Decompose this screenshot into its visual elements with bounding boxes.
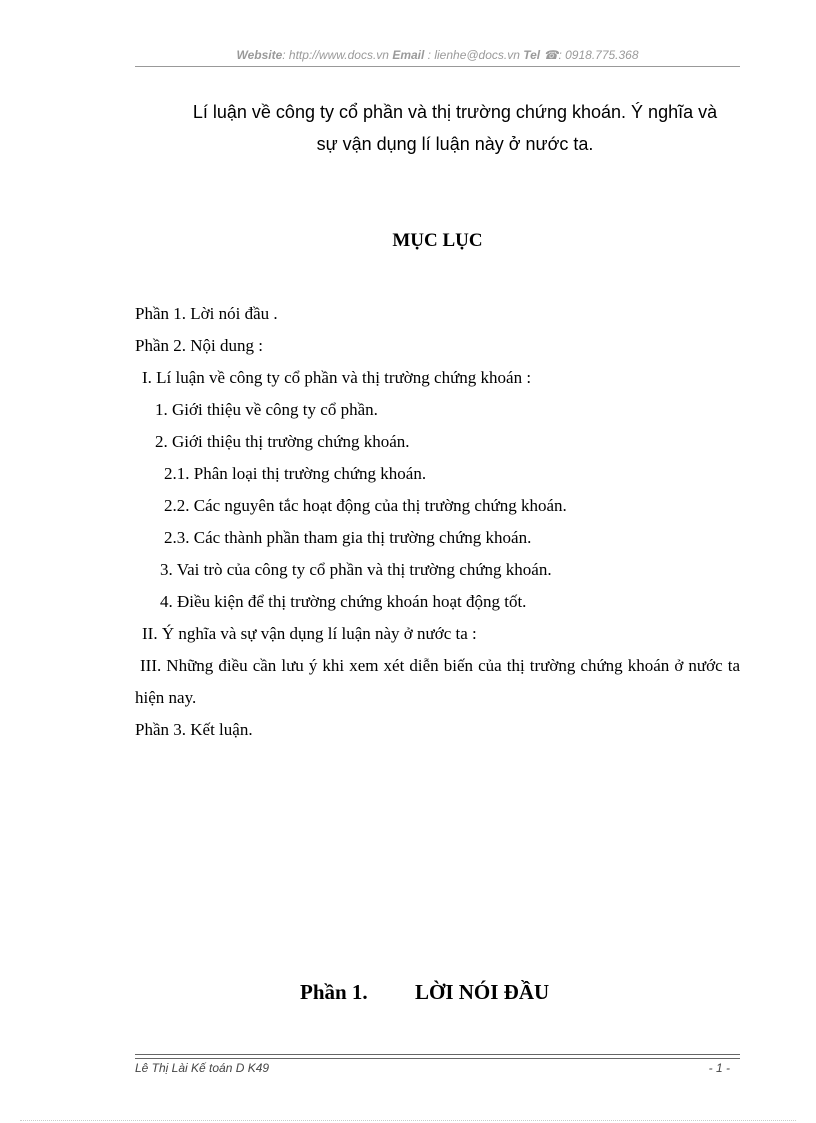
page-header — [135, 48, 740, 62]
toc-item: 1. Giới thiệu về công ty cổ phần. — [155, 400, 378, 419]
section-title: LỜI NÓI ĐẦU — [415, 980, 550, 1004]
toc-item: Phần 1. Lời nói đầu . — [135, 304, 278, 323]
toc-item: 2. Giới thiệu thị trường chứng khoán. — [155, 432, 410, 451]
tel-label: Tel — [523, 48, 541, 62]
toc-item: Phần 2. Nội dung : — [135, 336, 263, 355]
toc-item: 4. Điều kiện để thị trường chứng khoán hoạt động tốt. — [160, 592, 527, 611]
toc-item: III. Những điều cần lưu ý khi xem xét diễn biến của thị trường chứng khoán ở nước ta hiện nay. — [135, 656, 740, 707]
tel-value: : 0918.775.368 — [558, 48, 639, 62]
toc-item: 3. Vai trò của công ty cổ phần và thị trường chứng khoán. — [160, 560, 552, 579]
document-title-line-2: sự vận dụng lí luận này ở nước ta. — [316, 134, 594, 154]
section-heading — [300, 980, 740, 1005]
website-value[interactable]: : http://www.docs.vn — [282, 48, 389, 62]
page-number: - 1 - — [708, 1061, 730, 1075]
page-footer — [135, 1061, 740, 1075]
phone-icon: ☎ — [543, 48, 559, 62]
table-of-contents — [135, 298, 740, 746]
website-label: Website — [236, 48, 283, 62]
footer-author: Lê Thị Lài Kế toán D K49 — [135, 1061, 270, 1075]
section-number: Phần 1. — [300, 980, 368, 1004]
footer-divider — [135, 1054, 740, 1059]
toc-item: 2.1. Phân loại thị trường chứng khoán. — [164, 464, 427, 483]
email-value[interactable]: : lienhe@docs.vn — [427, 48, 520, 62]
page-edge — [20, 1120, 796, 1121]
email-label: Email — [392, 48, 425, 62]
header-divider — [135, 66, 740, 67]
document-title — [160, 96, 750, 160]
toc-item: I. Lí luận về công ty cổ phần và thị trường chứng khoán : — [142, 368, 532, 387]
toc-item: 2.3. Các thành phần tham gia thị trường chứng khoán. — [164, 528, 532, 547]
toc-item: II. Ý nghĩa và sự vận dụng lí luận này ở nước ta : — [142, 624, 477, 643]
toc-item: 2.2. Các nguyên tắc hoạt động của thị trường chứng khoán. — [164, 496, 567, 515]
toc-item: Phần 3. Kết luận. — [135, 720, 253, 739]
toc-heading: MỤC LỤC — [392, 230, 483, 251]
document-title-line-1: Lí luận về công ty cổ phần và thị trường chứng khoán. Ý nghĩa và — [192, 102, 718, 122]
